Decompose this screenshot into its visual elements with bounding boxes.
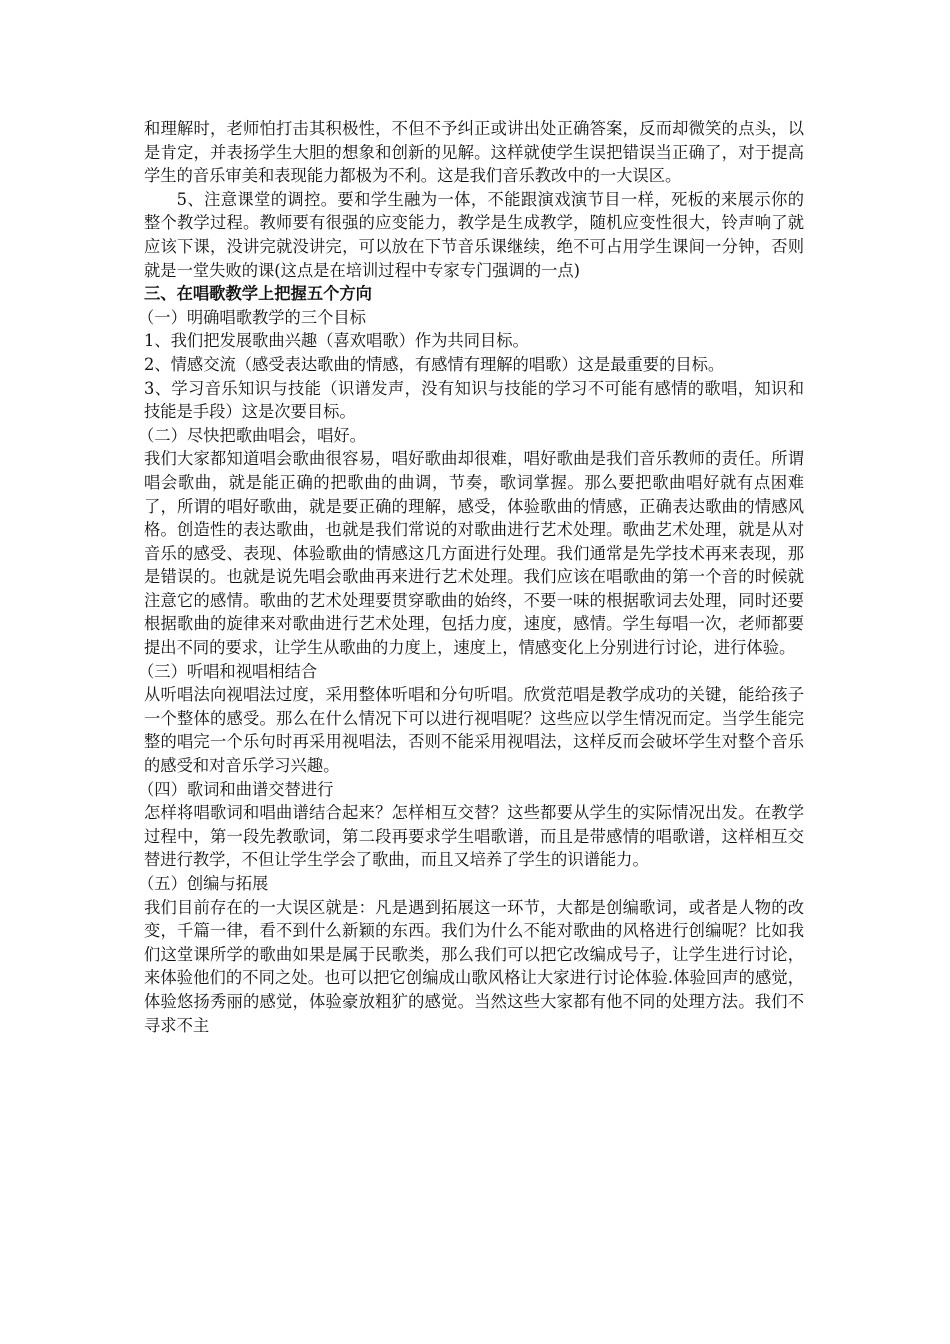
goal-item-2: 2、情感交流（感受表达歌曲的情感，有感情有理解的唱歌）这是最重要的目标。 (144, 354, 725, 374)
paragraph-listen-and-sight-sing: 从听唱法向视唱法过度，采用整体听唱和分句听唱。欣赏范唱是教学成功的关键，能给孩子一个整体的感受。那么在什么情况下可以进行视唱呢？这些应以学生情况而定。当学生能完整的唱完一个乐句时再采用视唱法，否则不能采用视唱法，这样反而会破坏学生对整个音乐的感受和对音乐学习兴趣。 (144, 685, 804, 776)
document-page (138, 117, 804, 1037)
subheading-sing-well: （二）尽快把歌曲唱会，唱好。 (138, 425, 366, 445)
paragraph-lyrics-and-score: 怎样将唱歌词和唱曲谱结合起来？怎样相互交替？这些都要从学生的实际情况出发。在教学过程中，第一段先教歌词，第二段再要求学生唱歌谱，而且是带感情的唱歌谱，这样相互交替进行教学，不但让学生学会了歌曲，而且又培养了学生的识谱能力。 (144, 803, 804, 870)
subheading-create-and-extend: （五）创编与拓展 (138, 874, 269, 893)
goal-item-3: 3、学习音乐知识与技能（识谱发声，没有知识与技能的学习不可能有感情的歌唱，知识和技能是手段）这是次要目标。 (144, 378, 804, 422)
goal-item-1: 1、我们把发展歌曲兴趣（喜欢唱歌）作为共同目标。 (144, 331, 529, 351)
paragraph-mistake-ending: 和理解时，老师怕打击其积极性，不但不予纠正或讲出处正确答案，反而却微笑的点头，以是肯定，并表扬学生大胆的想象和创新的见解。这样就使学生误把错误当正确了，对于提高学生的音乐审美和表现能力都极为不利。这是我们音乐教改中的一大误区。 (144, 119, 804, 186)
section-heading-singing-directions: 三、在唱歌教学上把握五个方向 (144, 284, 372, 304)
paragraph-sing-well: 我们大家都知道唱会歌曲很容易，唱好歌曲却很难，唱好歌曲是我们音乐教师的责任。所谓唱会歌曲，就是能正确的把歌曲的曲调，节奏，歌词掌握。那么要把歌曲唱好就有点困难了，所谓的唱好歌曲，就是要正确的理解，感受，体验歌曲的情感，正确表达歌曲的情感风格。创造性的表达歌曲，也就是我们常说的对歌曲进行艺术处理。歌曲艺术处理，就是从对音乐的感受、表现、体验歌曲的情感这几方面进行处理。我们通常是先学技术再来表现，那是错误的。也就是说先唱会歌曲再来进行艺术处理。我们应该在唱歌曲的第一个音的时候就注意它的感情。歌曲的艺术处理要贯穿歌曲的始终，不要一味的根据歌词去处理，同时还要根据歌曲的旋律来对歌曲进行艺术处理，包括力度，速度，感情。学生每唱一次，老师都要提出不同的要求，让学生从歌曲的力度上，速度上，情感变化上分别进行讨论，进行体验。 (144, 449, 804, 658)
subheading-three-goals: （一）明确唱歌教学的三个目标 (138, 307, 366, 327)
paragraph-create-and-extend: 我们目前存在的一大误区就是：凡是遇到拓展这一环节，大都是创编歌词，或者是人物的改变，千篇一律，看不到什么新颖的东西。我们为什么不能对歌曲的风格进行创编呢？比如我们这堂课所学的歌曲如果是属于民歌类，那么我们可以把它改编成号子，让学生进行讨论，来体验他们的不同之处。也可以把它创编成山歌风格让大家进行讨论体验.体验回声的感觉，体验悠扬秀丽的感觉，体验豪放粗犷的感觉。当然这些大家都有他不同的处理方法。我们不寻求不主 (144, 897, 804, 1035)
subheading-listen-and-sight-sing: （三）听唱和视唱相结合 (138, 661, 318, 681)
paragraph-classroom-control: 5、注意课堂的调控。要和学生融为一体，不能跟演戏演节目一样，死板的来展示你的整个教学过程。教师要有很强的应变能力，教学是生成教学，随机应变性很大，铃声响了就应该下课，没讲完就没讲完，可以放在下节音乐课继续，绝不可占用学生课间一分钟，否则就是一堂失败的课(这点是在培训过程中专家专门强调的一点) (144, 189, 804, 280)
subheading-lyrics-and-score: （四）歌词和曲谱交替进行 (138, 779, 334, 799)
